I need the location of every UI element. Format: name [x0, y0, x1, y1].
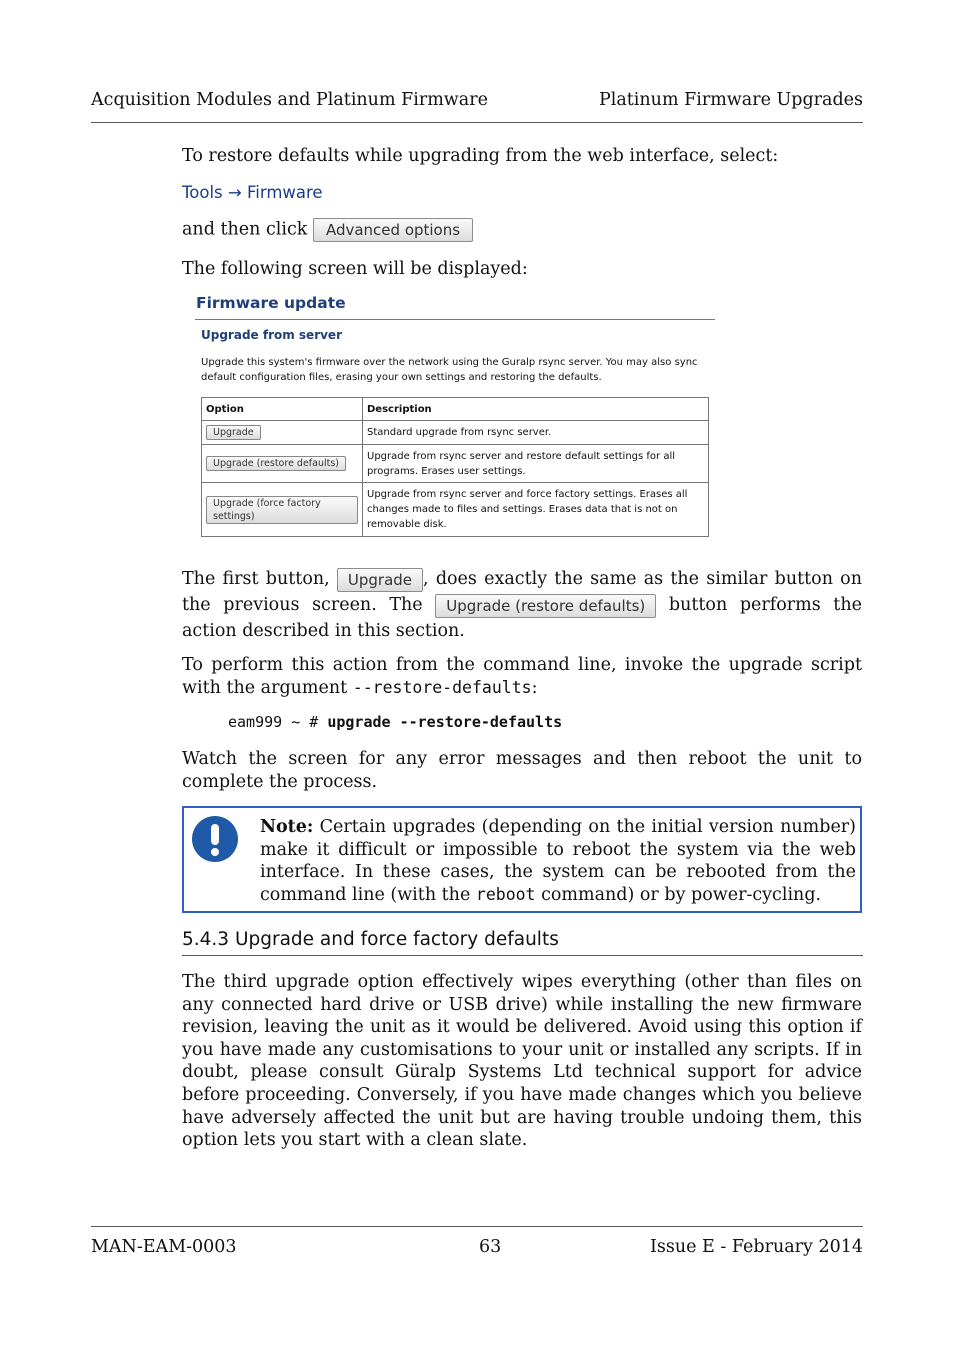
- upgrade-restore-defaults-inline-button[interactable]: Upgrade (restore defaults): [435, 594, 656, 618]
- footer-issue: Issue E - February 2014: [649, 1237, 863, 1257]
- screenshot-description: Upgrade this system's firmware over the network using the Guralp rsync server. You may also sync default configuration files, erasing your own settings and restoring the defaults.: [201, 357, 698, 383]
- table-row: [202, 421, 709, 445]
- advanced-line: [182, 218, 862, 242]
- screenshot-title-rule: [195, 319, 715, 320]
- upgrade-button[interactable]: Upgrade: [206, 425, 261, 440]
- description-cell: Upgrade from rsync server and force factory settings. Erases all changes made to files and settings. Erases data that is not on removable disk.: [363, 483, 709, 537]
- col-description-header: Description: [363, 398, 709, 421]
- header-left: Acquisition Modules and Platinum Firmware: [91, 90, 488, 110]
- note-text: [260, 816, 856, 906]
- section-body: The third upgrade option effectively wipes everything (other than files on any connected hard drive or USB drive) while installing the new firmware revision, leaving the unit as it would be delivered. Avoid using this option if you have made any customisations to your unit or installed any scripts. If in doubt, please consult Güralp Systems Ltd technical support for advice before proceeding. Conversely, if you have made changes which you believe have adversely affected the unit but are having trouble undoing them, this option lets you start with a clean slate.: [182, 972, 862, 1151]
- first-button-text-b: , does exactly the same as the similar button on the previous screen. The: [182, 569, 862, 615]
- watch-paragraph: Watch the screen for any error messages and then reboot the unit to complete the process.: [182, 749, 862, 792]
- note-text-a: Certain upgrades (depending on the initial version number) make it difficult or impossible to reboot the system via the web interface. In these cases, the system can be rebooted from the command line (with the: [260, 817, 856, 905]
- option-cell: [202, 421, 363, 445]
- table-row: [202, 483, 709, 537]
- command-line-text-a: To perform this action from the command line, invoke the upgrade script with the argument: [182, 655, 862, 698]
- firmware-update-screenshot: [193, 290, 718, 550]
- reboot-command: reboot: [475, 884, 536, 904]
- description-cell: Standard upgrade from rsync server.: [363, 421, 709, 445]
- restore-defaults-arg: --restore-defaults: [352, 677, 532, 697]
- description-cell: Upgrade from rsync server and restore default settings for all programs. Erases user settings.: [363, 445, 709, 483]
- table-header-row: [202, 398, 709, 421]
- screenshot-subtitle: Upgrade from server: [201, 328, 342, 342]
- footer-rule: [91, 1226, 863, 1227]
- option-cell: [202, 483, 363, 537]
- command-prompt: eam999 ~ #: [228, 713, 319, 731]
- intro-text: To restore defaults while upgrading from the web interface, select:: [182, 146, 779, 166]
- command-line-text-b: :: [531, 677, 538, 698]
- upgrade-options-table: [201, 397, 709, 537]
- footer-page-number: 63: [479, 1237, 502, 1257]
- note-label: Note:: [260, 817, 314, 837]
- header-right: Platinum Firmware Upgrades: [598, 90, 863, 110]
- command-example: [228, 713, 562, 731]
- note-text-b: command) or by power-cycling.: [541, 884, 822, 905]
- note-box: [182, 806, 862, 913]
- screenshot-title: Firmware update: [196, 294, 346, 312]
- menu-path: Tools → Firmware: [182, 183, 323, 202]
- col-option-header: Option: [202, 398, 363, 421]
- upgrade-force-factory-button[interactable]: Upgrade (force factory settings): [206, 496, 358, 524]
- first-button-text-a: The first button,: [182, 569, 330, 589]
- advanced-options-button[interactable]: Advanced options: [313, 218, 473, 242]
- table-row: [202, 445, 709, 483]
- upgrade-restore-defaults-button[interactable]: Upgrade (restore defaults): [206, 456, 346, 471]
- first-button-paragraph: [182, 566, 862, 644]
- following-screen-text: The following screen will be displayed:: [182, 259, 528, 279]
- section-rule: [182, 955, 863, 956]
- first-button-text-c: button performs the action described in this section.: [182, 595, 862, 641]
- command-text: upgrade --restore-defaults: [327, 713, 563, 731]
- header-rule: [91, 122, 863, 123]
- exclamation-icon: [192, 816, 238, 862]
- option-cell: [202, 445, 363, 483]
- and-then-click-text: and then click: [182, 219, 308, 240]
- footer-doc-id: MAN-EAM-0003: [91, 1237, 237, 1257]
- section-heading: 5.4.3 Upgrade and force factory defaults: [182, 929, 559, 950]
- command-line-paragraph: [182, 654, 862, 699]
- upgrade-inline-button[interactable]: Upgrade: [337, 568, 423, 592]
